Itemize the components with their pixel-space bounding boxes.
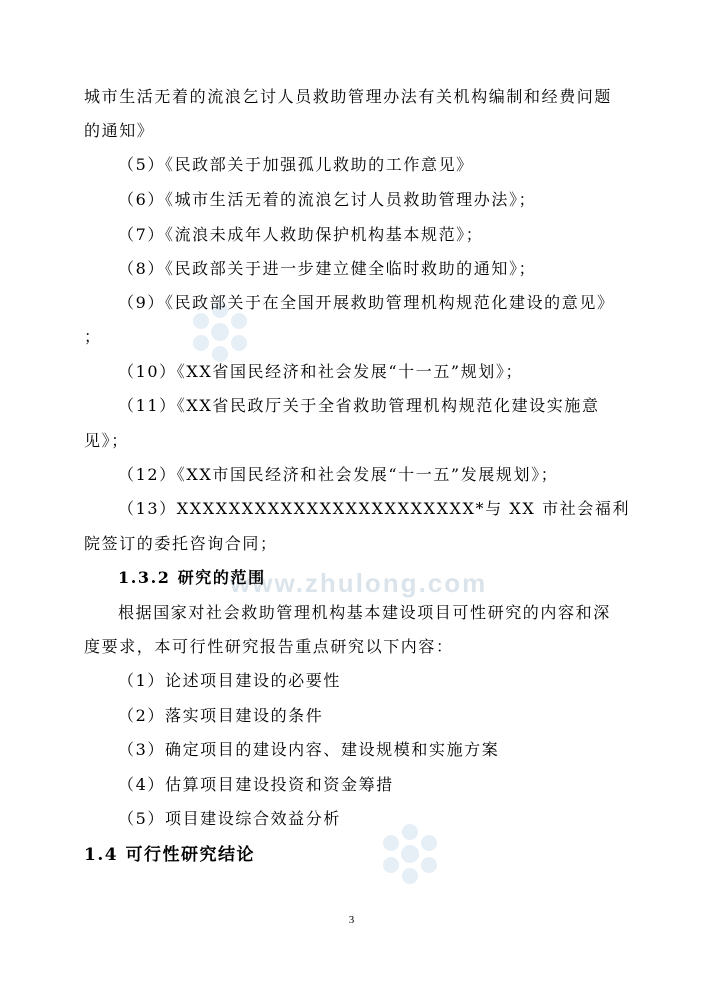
list-item: （3）确定项目的建设内容、建设规模和实施方案	[118, 740, 500, 759]
list-item: （6）《城市生活无着的流浪乞讨人员救助管理办法》；	[118, 190, 537, 209]
list-item: （10）《XX省国民经济和社会发展“十一五”规划》；	[118, 362, 524, 381]
body-line: 院签订的委托咨询合同；	[84, 534, 278, 553]
list-item: （4）估算项目建设投资和资金筹措	[118, 775, 394, 794]
list-item: （8）《民政部关于进一步建立健全临时救助的通知》；	[118, 259, 537, 278]
list-item: （12）《XX市国民经济和社会发展“十一五”发展规划》；	[118, 465, 559, 484]
body-line: 根据国家对社会救助管理机构基本建设项目可性研究的内容和深	[118, 603, 611, 622]
list-item: （7）《流浪未成年人救助保护机构基本规范》；	[118, 225, 484, 244]
watermark-text: www.zhulong.com	[230, 568, 488, 598]
list-item: （13）XXXXXXXXXXXXXXXXXXXXXXX*与 XX 市社会福利	[118, 499, 631, 518]
list-item: （5）《民政部关于加强孤儿救助的工作意见》	[118, 155, 474, 174]
watermark-flake-icon	[378, 822, 442, 886]
body-line: 的通知》	[84, 121, 155, 140]
body-line: ；	[84, 327, 102, 346]
list-item: （2）落实项目建设的条件	[118, 706, 324, 725]
body-line: 见》；	[84, 431, 129, 450]
list-item: （5）项目建设综合效益分析	[118, 809, 341, 828]
list-item: （1）论述项目建设的必要性	[118, 671, 341, 690]
body-line: 城市生活无着的流浪乞讨人员救助管理办法有关机构编制和经费问题	[84, 87, 613, 106]
section-heading: 1.4 可行性研究结论	[84, 845, 255, 865]
list-item: （11）《XX省民政厅关于全省救助管理机构规范化建设实施意	[118, 396, 600, 415]
body-line: 度要求，本可行性研究报告重点研究以下内容：	[84, 637, 454, 656]
section-heading: 1.3.2 研究的范围	[118, 568, 266, 587]
list-item: （9）《民政部关于在全国开展救助管理机构规范化建设的意见》	[118, 293, 615, 312]
page-number: 3	[348, 914, 355, 926]
